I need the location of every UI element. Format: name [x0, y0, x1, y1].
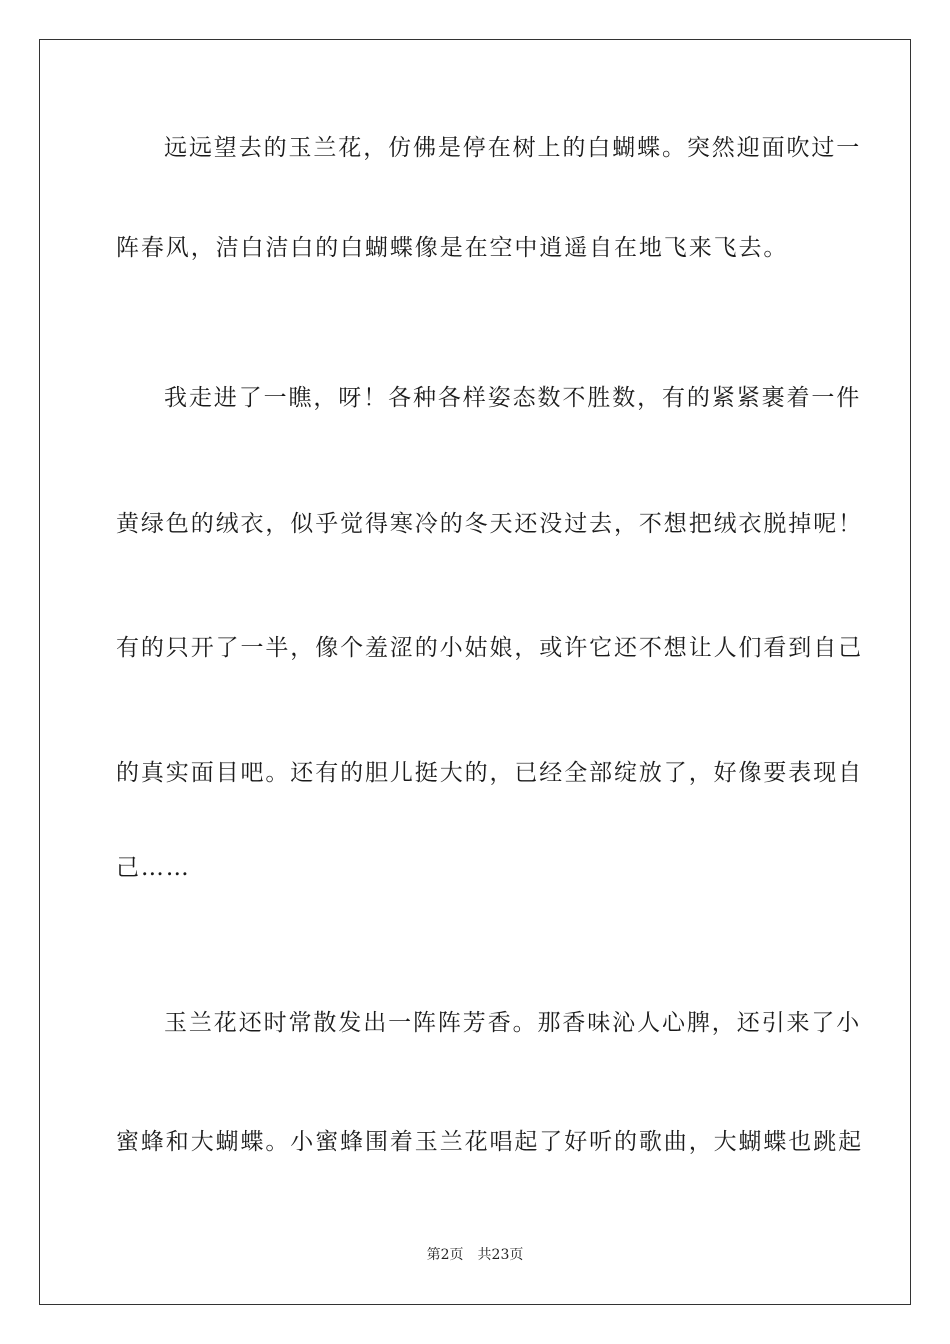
paragraph-line: 我走进了一瞧，呀！各种各样姿态数不胜数，有的紧紧裹着一件 [164, 385, 862, 411]
paragraph-line: 玉兰花还时常散发出一阵阵芳香。那香味沁人心脾，还引来了小 [164, 1010, 862, 1036]
paragraph-line: 有的只开了一半，像个羞涩的小姑娘，或许它还不想让人们看到自己 [116, 635, 863, 661]
paragraph-line: 远远望去的玉兰花，仿佛是停在树上的白蝴蝶。突然迎面吹过一 [164, 135, 862, 161]
page-number: 第2页 [426, 1247, 464, 1263]
paragraph-line: 黄绿色的绒衣，似乎觉得寒冷的冬天还没过去，不想把绒衣脱掉呢！ [116, 511, 863, 537]
page-frame [39, 39, 911, 1305]
paragraph-line: 己…… [116, 855, 191, 881]
paragraph-line: 阵春风，洁白洁白的白蝴蝶像是在空中逍遥自在地飞来飞去。 [116, 235, 789, 261]
paragraph-line: 蜜蜂和大蝴蝶。小蜜蜂围着玉兰花唱起了好听的歌曲，大蝴蝶也跳起 [116, 1129, 863, 1155]
paragraph-line: 的真实面目吧。还有的胆儿挺大的，已经全部绽放了，好像要表现自 [116, 760, 863, 786]
page-total: 共23页 [477, 1247, 524, 1263]
page-footer [0, 1246, 950, 1264]
